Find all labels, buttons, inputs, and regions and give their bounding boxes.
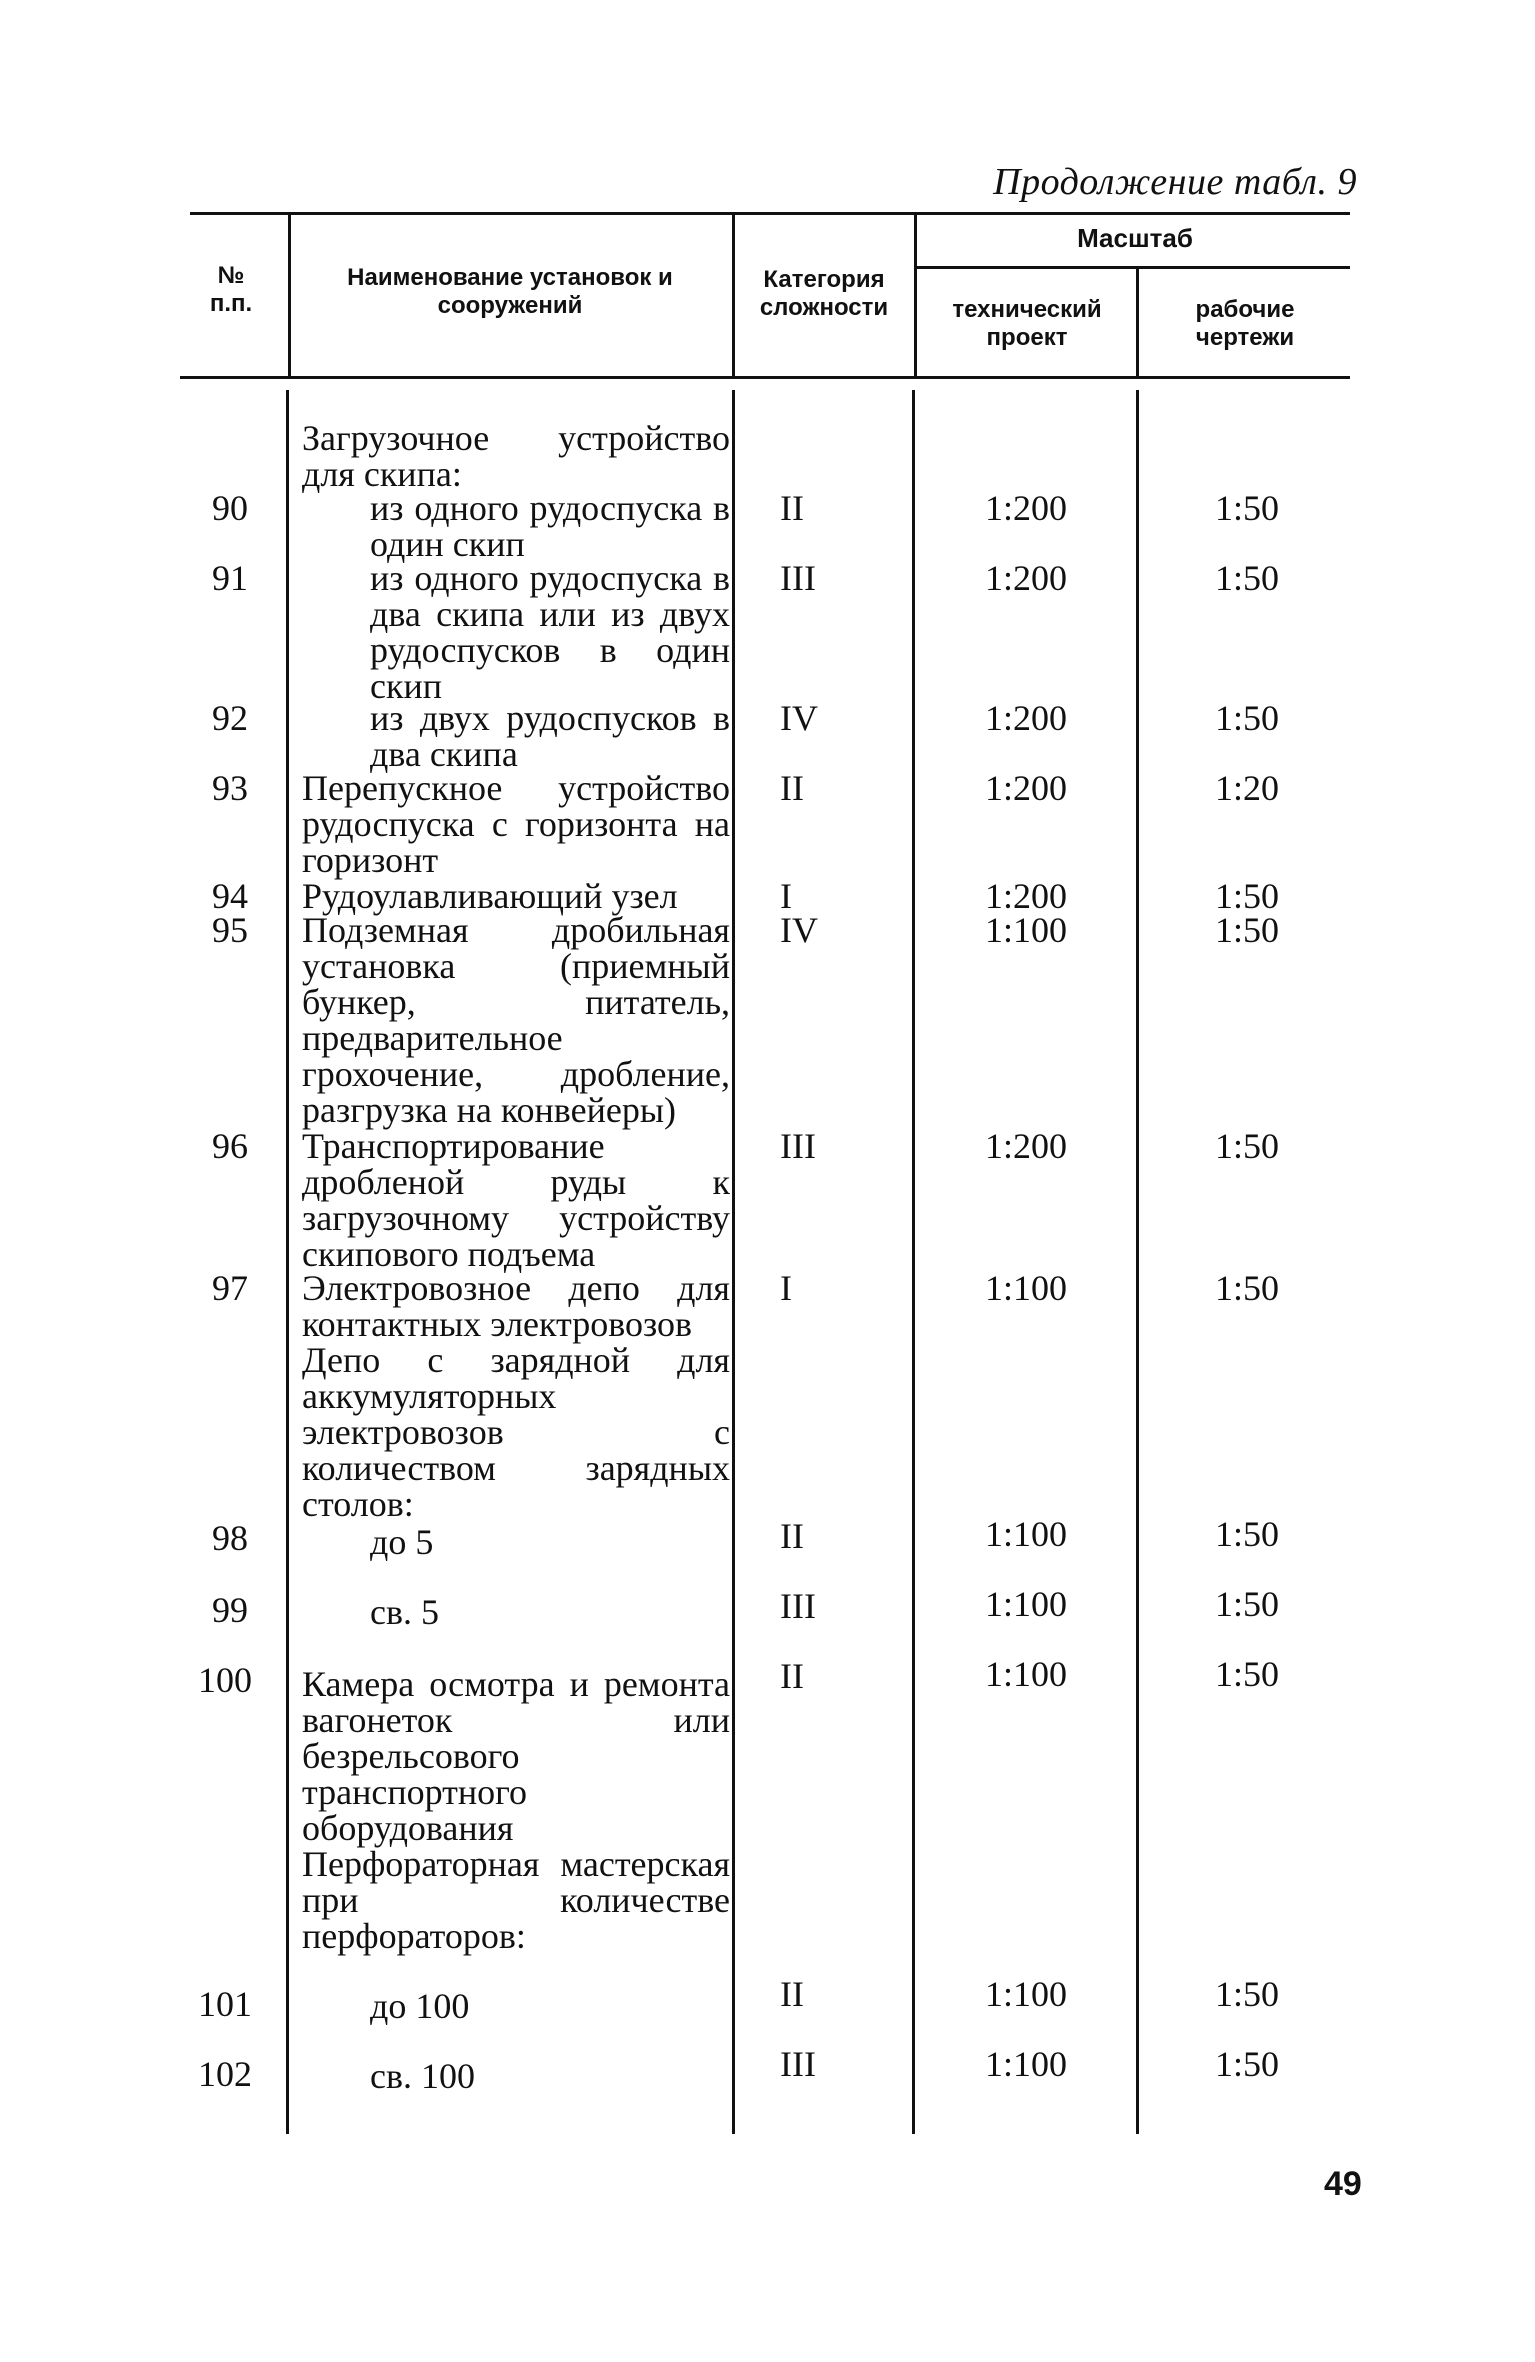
row-name: Подземная дробильная установка (приемный бункер, питатель, предварительное грохочение, дробление, разгрузка на конвейеры) xyxy=(302,910,730,1130)
row-tech-scale: 1:200 xyxy=(985,698,1068,738)
body-divider-4 xyxy=(1136,390,1139,2134)
row-category: III xyxy=(780,1586,816,1626)
row-tech-scale: 1:200 xyxy=(985,768,1068,808)
row-tech-scale: 1:100 xyxy=(985,910,1068,950)
table-caption: Продолжение табл. 9 xyxy=(993,161,1357,203)
row-drawings-scale: 1:50 xyxy=(1215,2044,1280,2084)
row-tech-scale: 1:200 xyxy=(985,558,1068,598)
row-name: Депо с зарядной для аккумуляторных электровозов с количеством зарядных столов: xyxy=(302,1340,730,1524)
row-num: 90 xyxy=(212,488,248,528)
header-bottom-rule xyxy=(180,376,1350,379)
row-category: III xyxy=(780,558,816,598)
row-category: II xyxy=(780,1516,804,1556)
row-name: Камера осмотра и ремонта вагонеток или безрельсового транспортного оборудования xyxy=(302,1664,730,1848)
row-category: II xyxy=(780,768,804,808)
row-name: Перфораторная мастерская при количестве перфораторов: xyxy=(302,1844,730,1956)
header-category: Категория сложности xyxy=(759,266,889,321)
row-num: 99 xyxy=(212,1590,248,1630)
row-num: 102 xyxy=(198,2054,252,2094)
body-divider-3 xyxy=(912,390,915,2134)
page-number: 49 xyxy=(1324,2165,1362,2203)
header-scale: Масштаб xyxy=(1077,223,1193,253)
row-drawings-scale: 1:50 xyxy=(1215,1268,1280,1308)
row-drawings-scale: 1:50 xyxy=(1215,1514,1280,1554)
row-drawings-scale: 1:50 xyxy=(1215,558,1280,598)
row-name: до 100 xyxy=(370,1986,470,2026)
row-name: Транспортирование дробленой руды к загрузочному устройству скипового подъема xyxy=(302,1126,730,1274)
row-tech-scale: 1:200 xyxy=(985,1126,1068,1166)
row-category: I xyxy=(780,1268,792,1308)
row-num: 94 xyxy=(212,876,248,916)
row-category: II xyxy=(780,488,804,528)
header-name: Наименование установок и сооружений xyxy=(347,264,673,319)
row-name: из одного рудоспуска в два скипа или из двух рудоспусков в один скип xyxy=(370,558,730,706)
scale-subheader-rule xyxy=(914,266,1350,269)
row-tech-scale: 1:100 xyxy=(985,1974,1068,2014)
row-name: Перепускное устройство рудоспуска с горизонта на горизонт xyxy=(302,768,730,880)
row-drawings-scale: 1:50 xyxy=(1215,1584,1280,1624)
row-tech-scale: 1:100 xyxy=(985,1654,1068,1694)
row-name: Загрузочное устройство для скипа: xyxy=(302,418,730,494)
row-tech-scale: 1:100 xyxy=(985,1584,1068,1624)
row-name: св. 5 xyxy=(370,1592,439,1632)
row-num: 97 xyxy=(212,1268,248,1308)
row-drawings-scale: 1:50 xyxy=(1215,1126,1280,1166)
header-drawings: рабочие чертежи xyxy=(1195,296,1295,351)
row-name: до 5 xyxy=(370,1522,434,1562)
row-name: св. 100 xyxy=(370,2056,475,2096)
row-tech-scale: 1:200 xyxy=(985,876,1068,916)
row-num: 98 xyxy=(212,1518,248,1558)
header-divider-1 xyxy=(288,214,291,376)
header-top-rule xyxy=(190,212,1350,215)
row-category: II xyxy=(780,1974,804,2014)
row-drawings-scale: 1:50 xyxy=(1215,1974,1280,2014)
header-num: № п.п. xyxy=(209,262,253,317)
row-category: III xyxy=(780,1126,816,1166)
row-drawings-scale: 1:50 xyxy=(1215,488,1280,528)
row-category: IV xyxy=(780,910,818,950)
row-category: I xyxy=(780,876,792,916)
row-tech-scale: 1:100 xyxy=(985,1514,1068,1554)
row-drawings-scale: 1:50 xyxy=(1215,876,1280,916)
row-name: из одного рудоспуска в один скип xyxy=(370,488,730,564)
row-category: II xyxy=(780,1656,804,1696)
row-tech-scale: 1:200 xyxy=(985,488,1068,528)
row-tech-scale: 1:100 xyxy=(985,2044,1068,2084)
row-num: 95 xyxy=(212,910,248,950)
row-tech-scale: 1:100 xyxy=(985,1268,1068,1308)
row-num: 91 xyxy=(212,558,248,598)
row-num: 96 xyxy=(212,1126,248,1166)
row-drawings-scale: 1:20 xyxy=(1215,768,1280,808)
row-name: Электровозное депо для контактных электровозов xyxy=(302,1268,730,1344)
row-num: 101 xyxy=(198,1984,252,2024)
row-drawings-scale: 1:50 xyxy=(1215,1654,1280,1694)
row-category: III xyxy=(780,2044,816,2084)
header-divider-2 xyxy=(732,214,735,376)
row-drawings-scale: 1:50 xyxy=(1215,698,1280,738)
row-category: IV xyxy=(780,698,818,738)
body-divider-1 xyxy=(286,390,289,2134)
header-divider-3 xyxy=(914,214,917,376)
header-tech: технический проект xyxy=(952,296,1102,351)
header-divider-4 xyxy=(1136,268,1139,376)
row-name: Рудоулавливающий узел xyxy=(302,876,678,916)
row-num: 92 xyxy=(212,698,248,738)
row-drawings-scale: 1:50 xyxy=(1215,910,1280,950)
row-num: 100 xyxy=(198,1660,252,1700)
row-name: из двух рудоспусков в два скипа xyxy=(370,698,730,774)
body-divider-2 xyxy=(732,390,735,2134)
row-num: 93 xyxy=(212,768,248,808)
